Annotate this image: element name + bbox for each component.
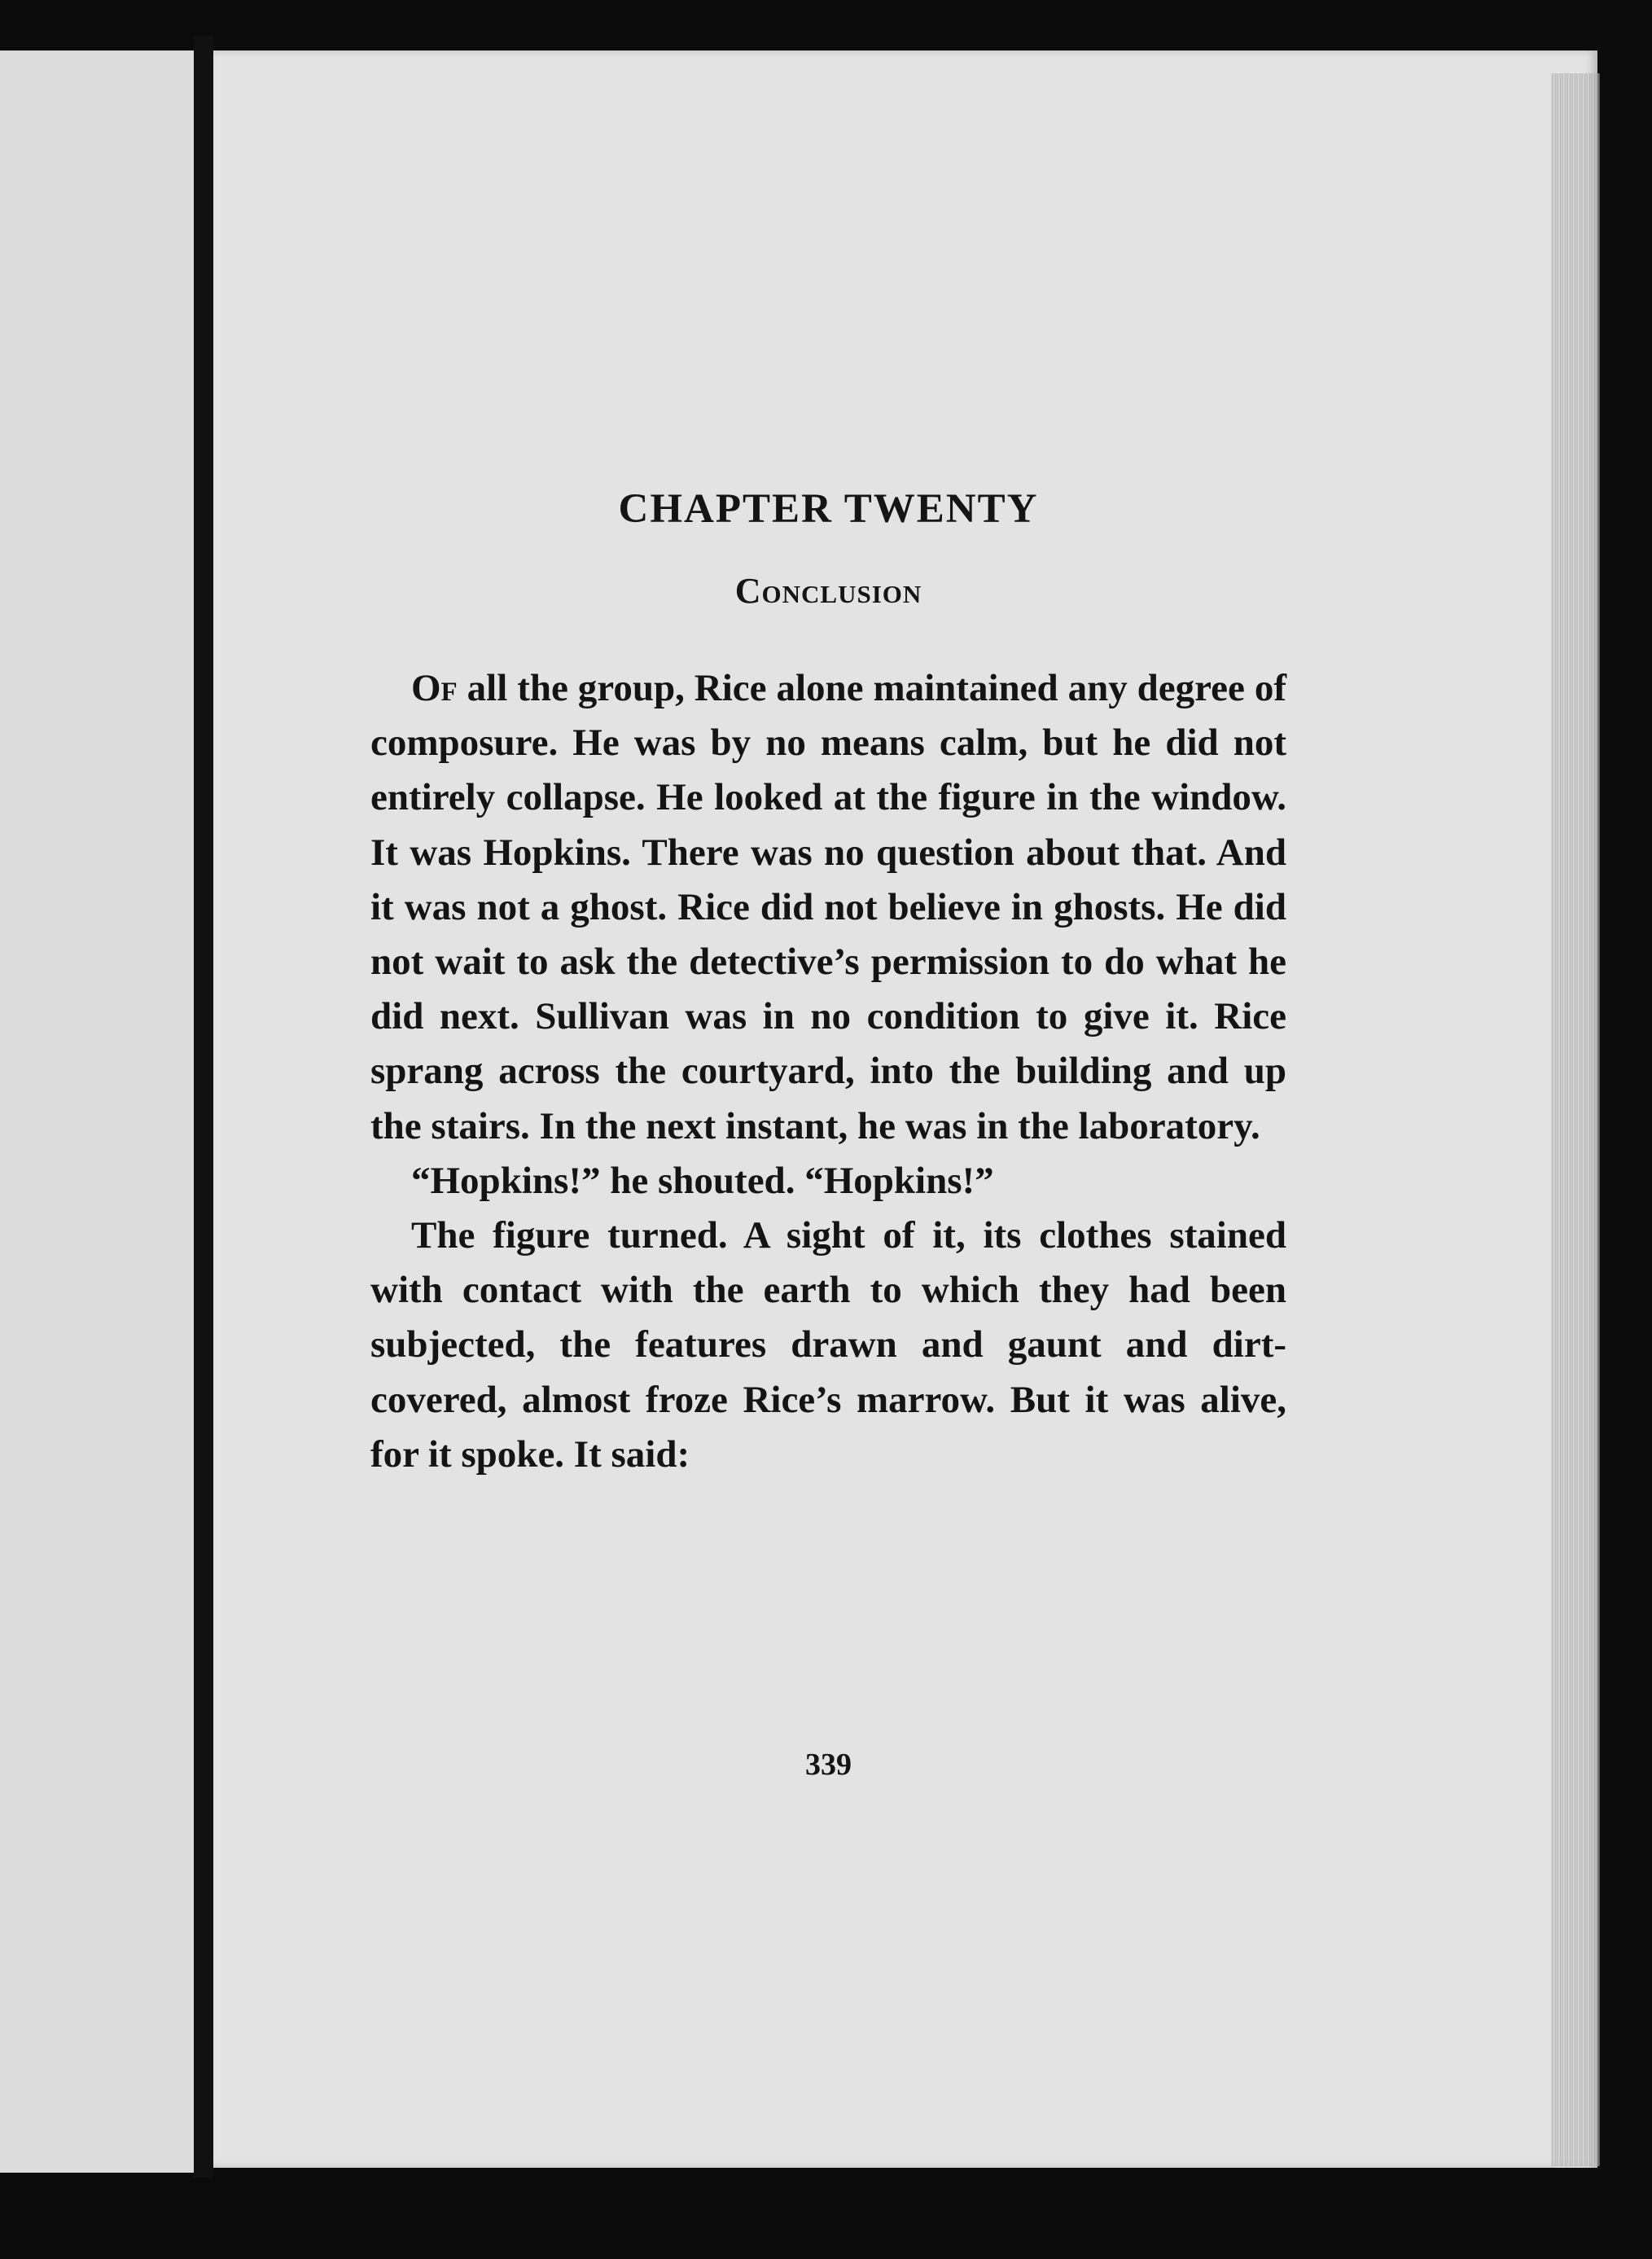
paragraph [370,1154,1286,1208]
paragraph [370,661,1286,1154]
page-content [370,486,1286,1782]
paragraph-text: The figure turned. A sight of it, its clothes stained with contact with the earth to which they had been subjected, the features drawn and gaunt and dirt-covered, almost froze Rice’s marrow. But it was alive, for it spoke. It said: [370,1214,1286,1476]
page-edge-texture [1551,73,1600,2166]
chapter-title: CHAPTER TWENTY [618,486,1039,532]
left-page-margin [0,50,194,2173]
chapter-subtitle: Conclusion [734,571,922,611]
page-number: 339 [805,1748,852,1782]
paragraph [370,1208,1286,1482]
paragraph-text: all the group, Rice alone maintained any degree of composure. He was by no means calm, but he did not entirely collapse. He looked at the figure in the window. It was Hopkins. There was no question about that. And it was not a ghost. Rice did not believe in ghosts. He did not wait to ask the detective’s permission to do what he did next. Sullivan was in no condition to give it. Rice sprang across the courtyard, into the building and up the stairs. In the next instant, he was in the laboratory. [370,667,1286,1147]
paragraph-text: “Hopkins!” he shouted. “Hopkins!” [411,1159,994,1202]
book-gutter [194,36,213,2178]
chapter-body [370,661,1286,1482]
paragraph-lead-word: Of [411,667,458,709]
